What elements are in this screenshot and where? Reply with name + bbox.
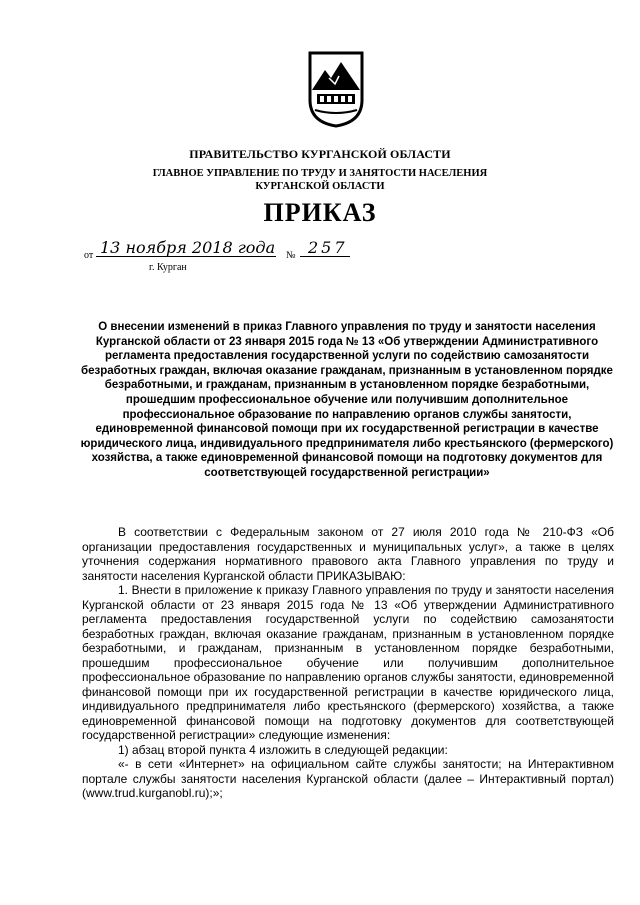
paragraph-preamble: В соответствии с Федеральным законом от 27 июля 2010 года № 210-ФЗ «Об организации предоставления государственных и муниципальных услуг», а также в целях уточнения содержания нормативного правового акта Главного управления по труду и занятости населения Курганской области ПРИКАЗЫВАЮ: (82, 525, 614, 583)
paragraph-subitem-1: 1) абзац второй пункта 4 изложить в следующей редакции: (118, 742, 448, 757)
government-name: ПРАВИТЕЛЬСТВО КУРГАНСКОЙ ОБЛАСТИ (189, 147, 451, 161)
coat-of-arms-emblem (307, 50, 365, 128)
document-type: ПРИКАЗ (263, 198, 377, 227)
paragraph-quote: «- в сети «Интернет» на официальном сайте службы занятости; на Интерактивном портале службы занятости населения Курганской области (далее – Интерактивный портал) (www.trud.kurganobl.ru);»; (82, 757, 614, 800)
paragraph-item-1: 1. Внести в приложение к приказу Главного управления по труду и занятости населения Курганской области от 23 января 2015 года № 13 «Об утверждении Административного регламента предоставления государственной услуги по содействию самозанятости безработных граждан, включая оказание гражданам, признанным в установленном порядке безработными, и гражданам, признанным в установленном порядке безработными, прошедшим профессиональное обучение или получившим дополнительное профессиональное образование по направлению органов службы занятости, единовременной финансовой помощи при их государственной регистрации в качестве юридического лица, индивидуального предпринимателя либо крестьянского (фермерского) хозяйства, а также единовременной финансовой помощи на подготовку документов для соответствующей государственной регистрации» следующие изменения: (82, 583, 614, 742)
department-name-line1: ГЛАВНОЕ УПРАВЛЕНИЕ ПО ТРУДУ И ЗАНЯТОСТИ НАСЕЛЕНИЯ (152, 168, 488, 179)
handwritten-date: 13 ноября 2018 года (100, 238, 276, 257)
handwritten-number: 257 (308, 238, 348, 257)
date-label: от (84, 250, 94, 261)
number-underline (300, 256, 350, 257)
document-title: О внесении изменений в приказ Главного управления по труду и занятости населения Курганской области от 23 января 2015 года № 13 «Об утверждении Административного регламента предоставления государственной услуги по содействию самозанятости безработных граждан, включая оказание гражданам, признанным в установленном порядке безработными, и гражданам, признанным в установленном порядке безработными, прошедшим профессиональное обучение или получившим дополнительное профессиональное образование по направлению органов службы занятости, единовременной финансовой помощи при их государственной регистрации в качестве юридического лица, индивидуального предпринимателя либо крестьянского (фермерского) хозяйства, а также единовременной финансовой помощи на подготовку документов для соответствующей государственной регистрации» (80, 321, 614, 479)
city-name: г. Курган (149, 262, 187, 273)
document-body (82, 525, 614, 801)
number-label: № (286, 250, 296, 261)
date-underline (96, 256, 276, 257)
department-name-line2: КУРГАНСКОЙ ОБЛАСТИ (255, 181, 385, 192)
